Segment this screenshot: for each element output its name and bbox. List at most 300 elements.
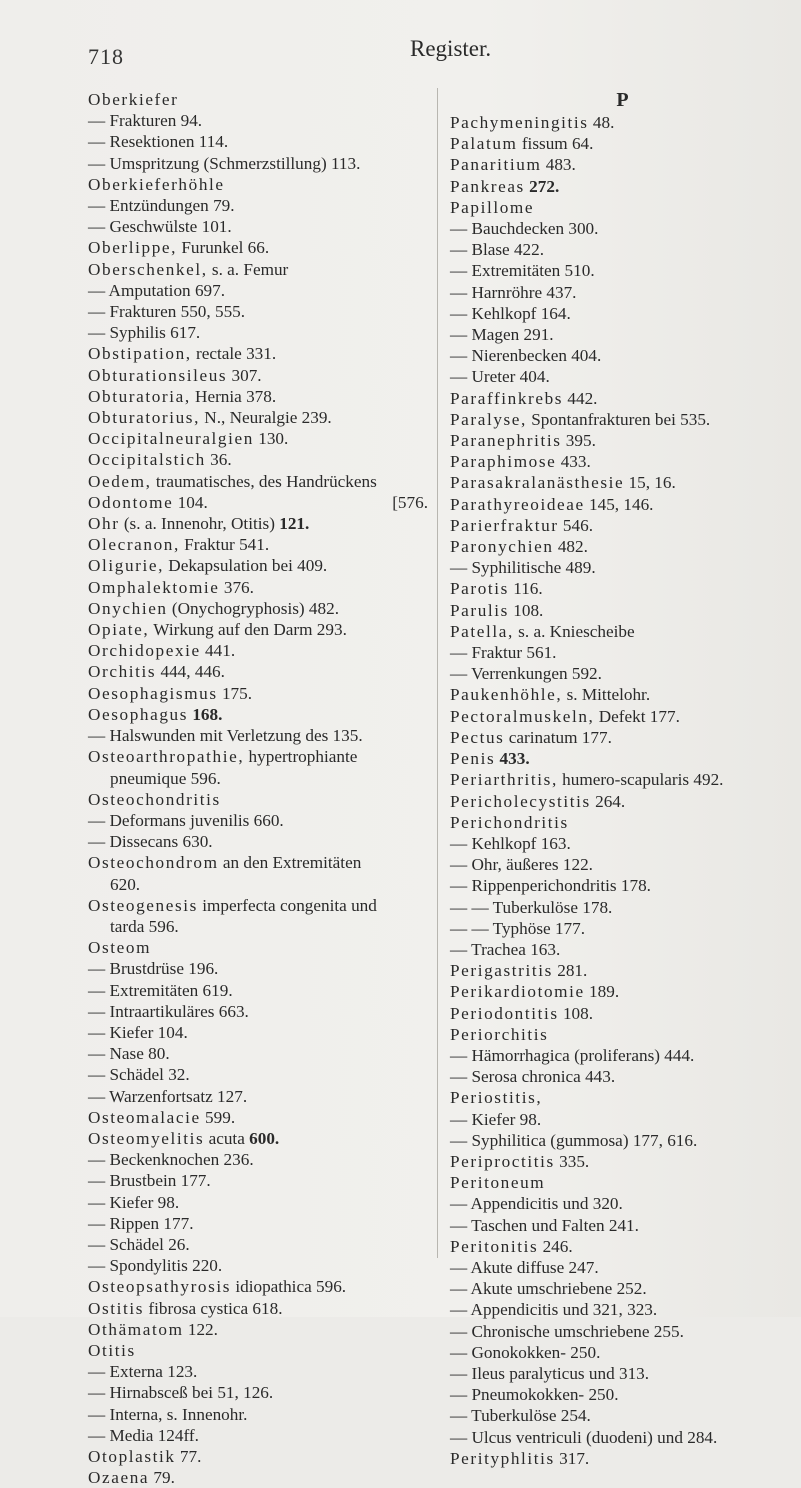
index-entry <box>88 386 428 407</box>
index-entry-text: — Tuberkulöse 254. <box>450 1406 591 1426</box>
index-entry <box>450 833 795 854</box>
index-entry <box>450 727 795 748</box>
index-headword: Onychien <box>88 598 168 618</box>
index-entry <box>88 1149 428 1170</box>
index-entry-text: — Ureter 404. <box>450 367 550 387</box>
index-headword: Oligurie, <box>88 556 164 576</box>
index-entry-text: — Extremitäten 619. <box>88 980 233 1000</box>
index-entry-text: — Kiefer 104. <box>88 1022 188 1042</box>
index-entry <box>88 1001 428 1022</box>
index-entry <box>88 619 428 640</box>
index-bold-page-ref: 433. <box>499 749 530 769</box>
index-entry-text: Spontanfrakturen bei 535. <box>526 409 711 429</box>
index-entry <box>88 874 428 895</box>
index-entry-text: carinatum 177. <box>504 727 612 747</box>
index-headword: Occipitalstich <box>88 450 206 470</box>
index-entry <box>88 1298 428 1319</box>
index-entry <box>88 640 428 661</box>
index-continuation-ref: [576. <box>392 492 428 512</box>
index-entry <box>450 578 795 599</box>
index-entry-text: — Brustbein 177. <box>88 1171 211 1191</box>
index-entry <box>88 301 428 322</box>
index-entry-text: s. a. Kniescheibe <box>513 621 635 641</box>
index-headword: Pericholecystitis <box>450 791 591 811</box>
index-entry-text: 122. <box>183 1319 218 1339</box>
index-headword: Patella, <box>450 621 514 641</box>
index-entry-text: 108. <box>508 600 544 620</box>
index-entry-text: — Beckenknochen 236. <box>88 1150 254 1170</box>
index-headword: Ostitis <box>88 1298 145 1318</box>
index-entry <box>450 1215 795 1236</box>
index-entry <box>88 1425 428 1446</box>
index-entry-text: — Schädel 26. <box>88 1234 190 1254</box>
index-entry-text: 442. <box>563 388 598 408</box>
index-entry <box>88 110 428 131</box>
index-entry <box>450 451 795 472</box>
index-entry-text: 104. <box>173 492 208 512</box>
index-headword: Otoplastik <box>88 1447 176 1466</box>
index-entry-text: — Frakturen 94. <box>88 111 203 131</box>
index-entry-text: — Gonokokken- 250. <box>450 1342 601 1362</box>
index-entry-text: — Extremitäten 510. <box>450 261 595 281</box>
index-entry-text: 599. <box>200 1107 236 1127</box>
running-head: Register. <box>410 36 492 61</box>
index-headword: Periproctitis <box>450 1151 555 1171</box>
index-entry-text: — Interna, s. Innenohr. <box>88 1404 248 1424</box>
index-entry <box>88 492 428 513</box>
index-headword: Periodontitis <box>450 1003 559 1023</box>
index-headword: Oesophagus <box>88 704 189 724</box>
index-headword: Osteogenesis <box>88 895 198 915</box>
index-entry <box>450 1257 795 1278</box>
index-entry <box>450 260 795 281</box>
index-entry-text: — Kehlkopf 164. <box>450 303 571 323</box>
index-headword: Paraffinkrebs <box>450 388 564 408</box>
index-entry <box>450 1405 795 1426</box>
index-entry-text: 246. <box>538 1236 573 1256</box>
index-entry-text: — Deformans juvenilis 660. <box>88 810 284 830</box>
index-bold-page-ref: 121. <box>279 514 310 534</box>
index-entry-text: — — Tuberkulöse 178. <box>450 897 613 917</box>
index-headword: Periarthritis, <box>450 770 558 790</box>
index-entry <box>450 1278 795 1299</box>
index-entry <box>88 746 428 767</box>
index-entry <box>88 280 428 301</box>
index-entry <box>88 577 428 598</box>
index-entry <box>450 409 795 430</box>
index-headword: Osteochondrom <box>88 853 219 873</box>
index-entry <box>450 388 795 409</box>
index-headword: Perikardiotomie <box>450 982 585 1002</box>
index-entry <box>88 1213 428 1234</box>
index-entry <box>450 345 795 366</box>
index-entry-text: — Nierenbecken 404. <box>450 346 602 366</box>
index-headword: Osteochondritis <box>88 789 221 809</box>
index-entry-text: imperfecta congenita und <box>197 895 377 915</box>
index-headword: Oberschenkel, <box>88 259 208 279</box>
index-entry <box>450 1448 795 1469</box>
index-headword: Osteomyelitis <box>88 1128 205 1148</box>
index-entry <box>450 1236 795 1257</box>
index-headword: Ozaena <box>88 1468 150 1488</box>
index-headword: Pankreas <box>450 176 525 196</box>
index-headword: Oedem, <box>88 471 152 491</box>
index-headword: Opiate, <box>88 620 150 640</box>
index-entry-text: — Ulcus ventriculi (duodeni) und 284. <box>450 1427 718 1447</box>
index-entry <box>450 154 795 175</box>
index-entry-text: s. Mittelohr. <box>562 685 651 705</box>
index-headword: Periostitis, <box>450 1088 543 1108</box>
index-entry-text: — Fraktur 561. <box>450 643 557 663</box>
index-entry-text: — Akute umschriebene 252. <box>450 1279 647 1299</box>
index-headword: Paukenhöhle, <box>450 685 563 705</box>
index-entry <box>450 1193 795 1214</box>
index-entry-text: 482. <box>553 537 588 557</box>
index-entry <box>88 1319 428 1340</box>
index-entry <box>88 768 428 789</box>
index-entry-text: — Serosa chronica 443. <box>450 1067 616 1087</box>
index-entry-text: 376. <box>219 577 254 597</box>
index-headword: Osteopsathyrosis <box>88 1277 232 1297</box>
index-entry <box>450 1299 795 1320</box>
index-entry-text: — Syphilitische 489. <box>450 558 596 578</box>
index-entry-text: — Schädel 32. <box>88 1065 190 1085</box>
index-entry <box>88 513 428 534</box>
index-entry-text: — Kehlkopf 163. <box>450 833 571 853</box>
index-entry <box>88 1404 428 1425</box>
index-headword: Parierfraktur <box>450 515 559 535</box>
index-column-left <box>88 89 428 1488</box>
index-entry-text: — Rippen 177. <box>88 1213 194 1233</box>
index-entry-text: — Verrenkungen 592. <box>450 664 602 684</box>
index-entry <box>88 598 428 619</box>
index-entry-text: 433. <box>556 452 591 472</box>
index-entry-text: — Trachea 163. <box>450 939 561 959</box>
index-headword: Obstipation, <box>88 344 192 364</box>
index-entry <box>450 366 795 387</box>
index-entry-text: — Halswunden mit Verletzung des 135. <box>88 726 363 746</box>
index-entry <box>88 661 428 682</box>
index-entry <box>88 216 428 237</box>
index-bold-page-ref: 272. <box>529 176 560 196</box>
index-entry-text: — Akute diffuse 247. <box>450 1257 599 1277</box>
index-headword: Osteoarthropathie, <box>88 747 245 767</box>
index-entry <box>88 365 428 386</box>
index-entry <box>88 1361 428 1382</box>
index-entry <box>450 1363 795 1384</box>
index-headword: Obturationsileus <box>88 365 228 385</box>
index-entry <box>88 789 428 810</box>
index-entry <box>450 812 795 833</box>
index-entry-text: an den Extremitäten <box>218 853 362 873</box>
index-entry <box>450 875 795 896</box>
index-entry-text: — Pneumokokken- 250. <box>450 1385 619 1405</box>
index-entry <box>450 303 795 324</box>
index-entry <box>88 1255 428 1276</box>
index-entry <box>450 1087 795 1108</box>
section-letter-heading: P <box>616 89 629 111</box>
index-entry <box>88 407 428 428</box>
index-entry-text: — Rippenperichondritis 178. <box>450 876 651 896</box>
index-entry-text: (Onychogryphosis) 482. <box>167 598 340 618</box>
index-entry <box>88 471 428 492</box>
index-headword: Paranephritis <box>450 431 562 451</box>
index-headword: Occipitalneuralgien <box>88 429 254 449</box>
index-entry <box>450 684 795 705</box>
index-entry-text: — Entzündungen 79. <box>88 196 235 216</box>
index-headword: Obturatoria, <box>88 386 191 406</box>
index-entry <box>88 725 428 746</box>
index-entry-text: 441. <box>200 641 236 661</box>
index-entry-text: 175. <box>217 683 253 703</box>
index-headword: Paralyse, <box>450 409 527 429</box>
index-headword: Perigastritis <box>450 961 553 981</box>
index-entry <box>450 1151 795 1172</box>
index-entry-text: — Dissecans 630. <box>88 832 213 852</box>
index-entry <box>88 1022 428 1043</box>
index-entry-text: — Nase 80. <box>88 1044 170 1064</box>
index-entry-text: Defekt 177. <box>594 706 680 726</box>
index-entry-text: — Umspritzung (Schmerzstillung) 113. <box>88 153 361 173</box>
index-entry-text: 48. <box>588 113 615 132</box>
index-entry-text: — Amputation 697. <box>88 280 226 300</box>
index-headword: Panaritium <box>450 155 542 175</box>
index-entry-text: 189. <box>584 982 620 1002</box>
index-entry <box>88 195 428 216</box>
index-headword: Perichondritis <box>450 812 569 832</box>
index-entry-text: 36. <box>205 450 232 470</box>
index-entry <box>450 1109 795 1130</box>
index-entry-text: — Bauchdecken 300. <box>450 219 599 239</box>
index-entry <box>88 131 428 152</box>
index-headword: Osteomalacie <box>88 1107 201 1127</box>
index-entry-text: 145, 146. <box>584 494 654 514</box>
index-entry-text: 307. <box>227 365 262 385</box>
index-entry-text: — Taschen und Falten 241. <box>450 1215 639 1235</box>
index-entry <box>88 895 428 916</box>
index-entry-text: 264. <box>590 791 626 811</box>
index-entry-text: — Geschwülste 101. <box>88 217 232 237</box>
index-headword: Paronychien <box>450 537 554 557</box>
index-entry-text: — Brustdrüse 196. <box>88 959 219 979</box>
index-entry <box>450 621 795 642</box>
index-entry <box>88 1128 428 1149</box>
index-entry <box>450 282 795 303</box>
index-entry <box>450 769 795 790</box>
index-entry-text: — Ohr, äußeres 122. <box>450 855 593 875</box>
index-entry <box>88 852 428 873</box>
index-headword: Parulis <box>450 600 509 620</box>
index-entry <box>88 1192 428 1213</box>
index-entry <box>88 980 428 1001</box>
index-bold-page-ref: 600. <box>249 1128 280 1148</box>
index-headword: Peritoneum <box>450 1173 546 1193</box>
index-entry <box>88 916 428 937</box>
index-entry <box>88 1234 428 1255</box>
index-entry <box>450 706 795 727</box>
index-entry-text: acuta <box>204 1128 250 1148</box>
page-number: 718 <box>88 44 124 69</box>
index-entry-text: s. a. Femur <box>207 259 289 279</box>
index-entry <box>450 239 795 260</box>
index-entry <box>450 176 795 197</box>
index-entry <box>450 918 795 939</box>
index-entry-text: — Hämorrhagica (proliferans) 444. <box>450 1045 695 1065</box>
index-entry-text: — — Typhöse 177. <box>450 918 586 938</box>
index-entry <box>88 1064 428 1085</box>
index-entry <box>450 1024 795 1045</box>
index-headword: Parasakralanästhesie <box>450 473 625 493</box>
index-entry <box>88 1467 428 1488</box>
index-entry <box>88 831 428 852</box>
index-entry <box>88 89 428 110</box>
index-entry-text: 108. <box>558 1003 594 1023</box>
index-entry-text: — Kiefer 98. <box>88 1192 180 1212</box>
index-entry-text: rectale 331. <box>191 344 277 364</box>
index-entry <box>450 791 795 812</box>
index-entry <box>450 600 795 621</box>
index-entry <box>450 494 795 515</box>
index-entry <box>450 960 795 981</box>
index-entry-text: (s. a. Innenohr, Otitis) <box>119 514 280 534</box>
index-entry <box>450 748 795 769</box>
index-entry <box>450 663 795 684</box>
index-headword: Parathyreoideae <box>450 494 585 514</box>
index-entry <box>88 1107 428 1128</box>
index-entry-text: Wirkung auf den Darm 293. <box>149 620 347 640</box>
index-headword: Osteom <box>88 938 152 958</box>
index-entry-text: fibrosa cystica 618. <box>144 1298 283 1318</box>
index-entry <box>88 259 428 280</box>
index-entry <box>88 958 428 979</box>
index-entry-text: 483. <box>541 155 576 175</box>
index-entry <box>450 324 795 345</box>
index-entry-text: 79. <box>149 1468 175 1488</box>
index-entry-text: — Magen 291. <box>450 325 554 345</box>
column-divider <box>437 88 438 1258</box>
index-entry <box>450 536 795 557</box>
index-entry <box>450 218 795 239</box>
index-entry <box>88 1382 428 1403</box>
index-headword: Pachymeningitis <box>450 113 589 132</box>
index-entry-text: 77. <box>175 1447 202 1466</box>
index-entry-text: Hernia 378. <box>190 386 277 406</box>
index-entry <box>88 704 428 725</box>
index-headword: Oesophagismus <box>88 683 218 703</box>
index-entry <box>450 981 795 1002</box>
index-entry-text: Fraktur 541. <box>179 535 270 555</box>
index-entry-text: 546. <box>558 515 593 535</box>
index-entry-text: 620. <box>110 874 141 894</box>
index-headword: Oberkiefer <box>88 90 179 109</box>
index-headword: Oberlippe, <box>88 238 178 258</box>
index-entry-text: — Externa 123. <box>88 1362 198 1382</box>
index-entry <box>450 197 795 218</box>
index-entry <box>88 237 428 258</box>
index-entry <box>450 133 795 154</box>
index-entry <box>88 343 428 364</box>
index-entry-text: humero-scapularis 492. <box>557 770 724 790</box>
index-entry <box>450 1321 795 1342</box>
index-entry-text: Dekapsulation bei 409. <box>163 556 328 576</box>
index-entry <box>88 683 428 704</box>
index-entry-text: — Intraartikuläres 663. <box>88 1001 249 1021</box>
index-entry-text: traumatisches, des Handrückens <box>151 471 377 491</box>
index-headword: Omphalektomie <box>88 577 220 597</box>
index-entry <box>450 897 795 918</box>
index-headword: Pectus <box>450 727 505 747</box>
index-entry-text: — Blase 422. <box>450 240 545 260</box>
index-headword: Papillome <box>450 197 535 217</box>
index-entry <box>450 1045 795 1066</box>
index-entry-text: — Warzenfortsatz 127. <box>88 1086 248 1106</box>
index-entry-text: — Kiefer 98. <box>450 1109 542 1129</box>
index-entry-text: — Appendicitis und 320. <box>450 1194 623 1214</box>
index-headword: Paraphimose <box>450 452 557 472</box>
index-entry <box>88 1340 428 1361</box>
index-entry <box>88 322 428 343</box>
index-entry <box>88 1086 428 1107</box>
index-entry <box>88 1446 428 1467</box>
index-headword: Palatum <box>450 134 518 154</box>
index-headword: Peritonitis <box>450 1236 539 1256</box>
index-entry-text: — Ileus paralyticus und 313. <box>450 1363 650 1383</box>
index-entry-text: N., Neuralgie 239. <box>199 408 332 428</box>
index-entry <box>450 1427 795 1448</box>
index-headword: Orchidopexie <box>88 641 201 661</box>
index-entry-text: — Hirnabsceß bei 51, 126. <box>88 1383 274 1403</box>
index-entry-text: — Resektionen 114. <box>88 132 229 152</box>
index-headword: Penis <box>450 749 496 769</box>
index-entry <box>450 1172 795 1193</box>
index-entry-text: Furunkel 66. <box>177 238 270 258</box>
index-entry <box>450 557 795 578</box>
index-entry <box>88 1170 428 1191</box>
index-entry <box>450 1003 795 1024</box>
index-entry <box>450 939 795 960</box>
index-headword: Orchitis <box>88 662 157 682</box>
index-entry-text: fissum 64. <box>517 134 594 154</box>
index-entry-text: hypertrophiante <box>244 747 358 767</box>
index-entry <box>88 428 428 449</box>
index-entry <box>88 555 428 576</box>
index-entry-text: tarda 596. <box>110 916 179 936</box>
index-entry-text: — Syphilitica (gummosa) 177, 616. <box>450 1130 698 1150</box>
index-entry-text: — Appendicitis und 321, 323. <box>450 1300 658 1320</box>
index-headword: Oberkieferhöhle <box>88 174 225 194</box>
index-entry-text: 130. <box>253 429 289 449</box>
index-entry <box>88 534 428 555</box>
index-headword: Odontome <box>88 492 174 512</box>
index-entry <box>450 854 795 875</box>
index-entry-text: — Chronische umschriebene 255. <box>450 1321 684 1341</box>
index-entry <box>450 430 795 451</box>
index-entry-text: idiopathica 596. <box>231 1277 347 1297</box>
index-bold-page-ref: 168. <box>192 704 223 724</box>
index-headword: Parotis <box>450 579 509 599</box>
index-entry <box>450 1066 795 1087</box>
index-entry-text: 335. <box>554 1151 590 1171</box>
index-entry <box>88 1276 428 1297</box>
index-entry-text: 281. <box>552 961 588 981</box>
index-entry <box>88 174 428 195</box>
index-entry <box>88 153 428 174</box>
index-headword: Ohr <box>88 514 120 534</box>
index-entry <box>450 1384 795 1405</box>
index-entry <box>450 1342 795 1363</box>
index-headword: Perityphlitis <box>450 1448 555 1468</box>
index-entry-text: pneumique 596. <box>110 768 221 788</box>
